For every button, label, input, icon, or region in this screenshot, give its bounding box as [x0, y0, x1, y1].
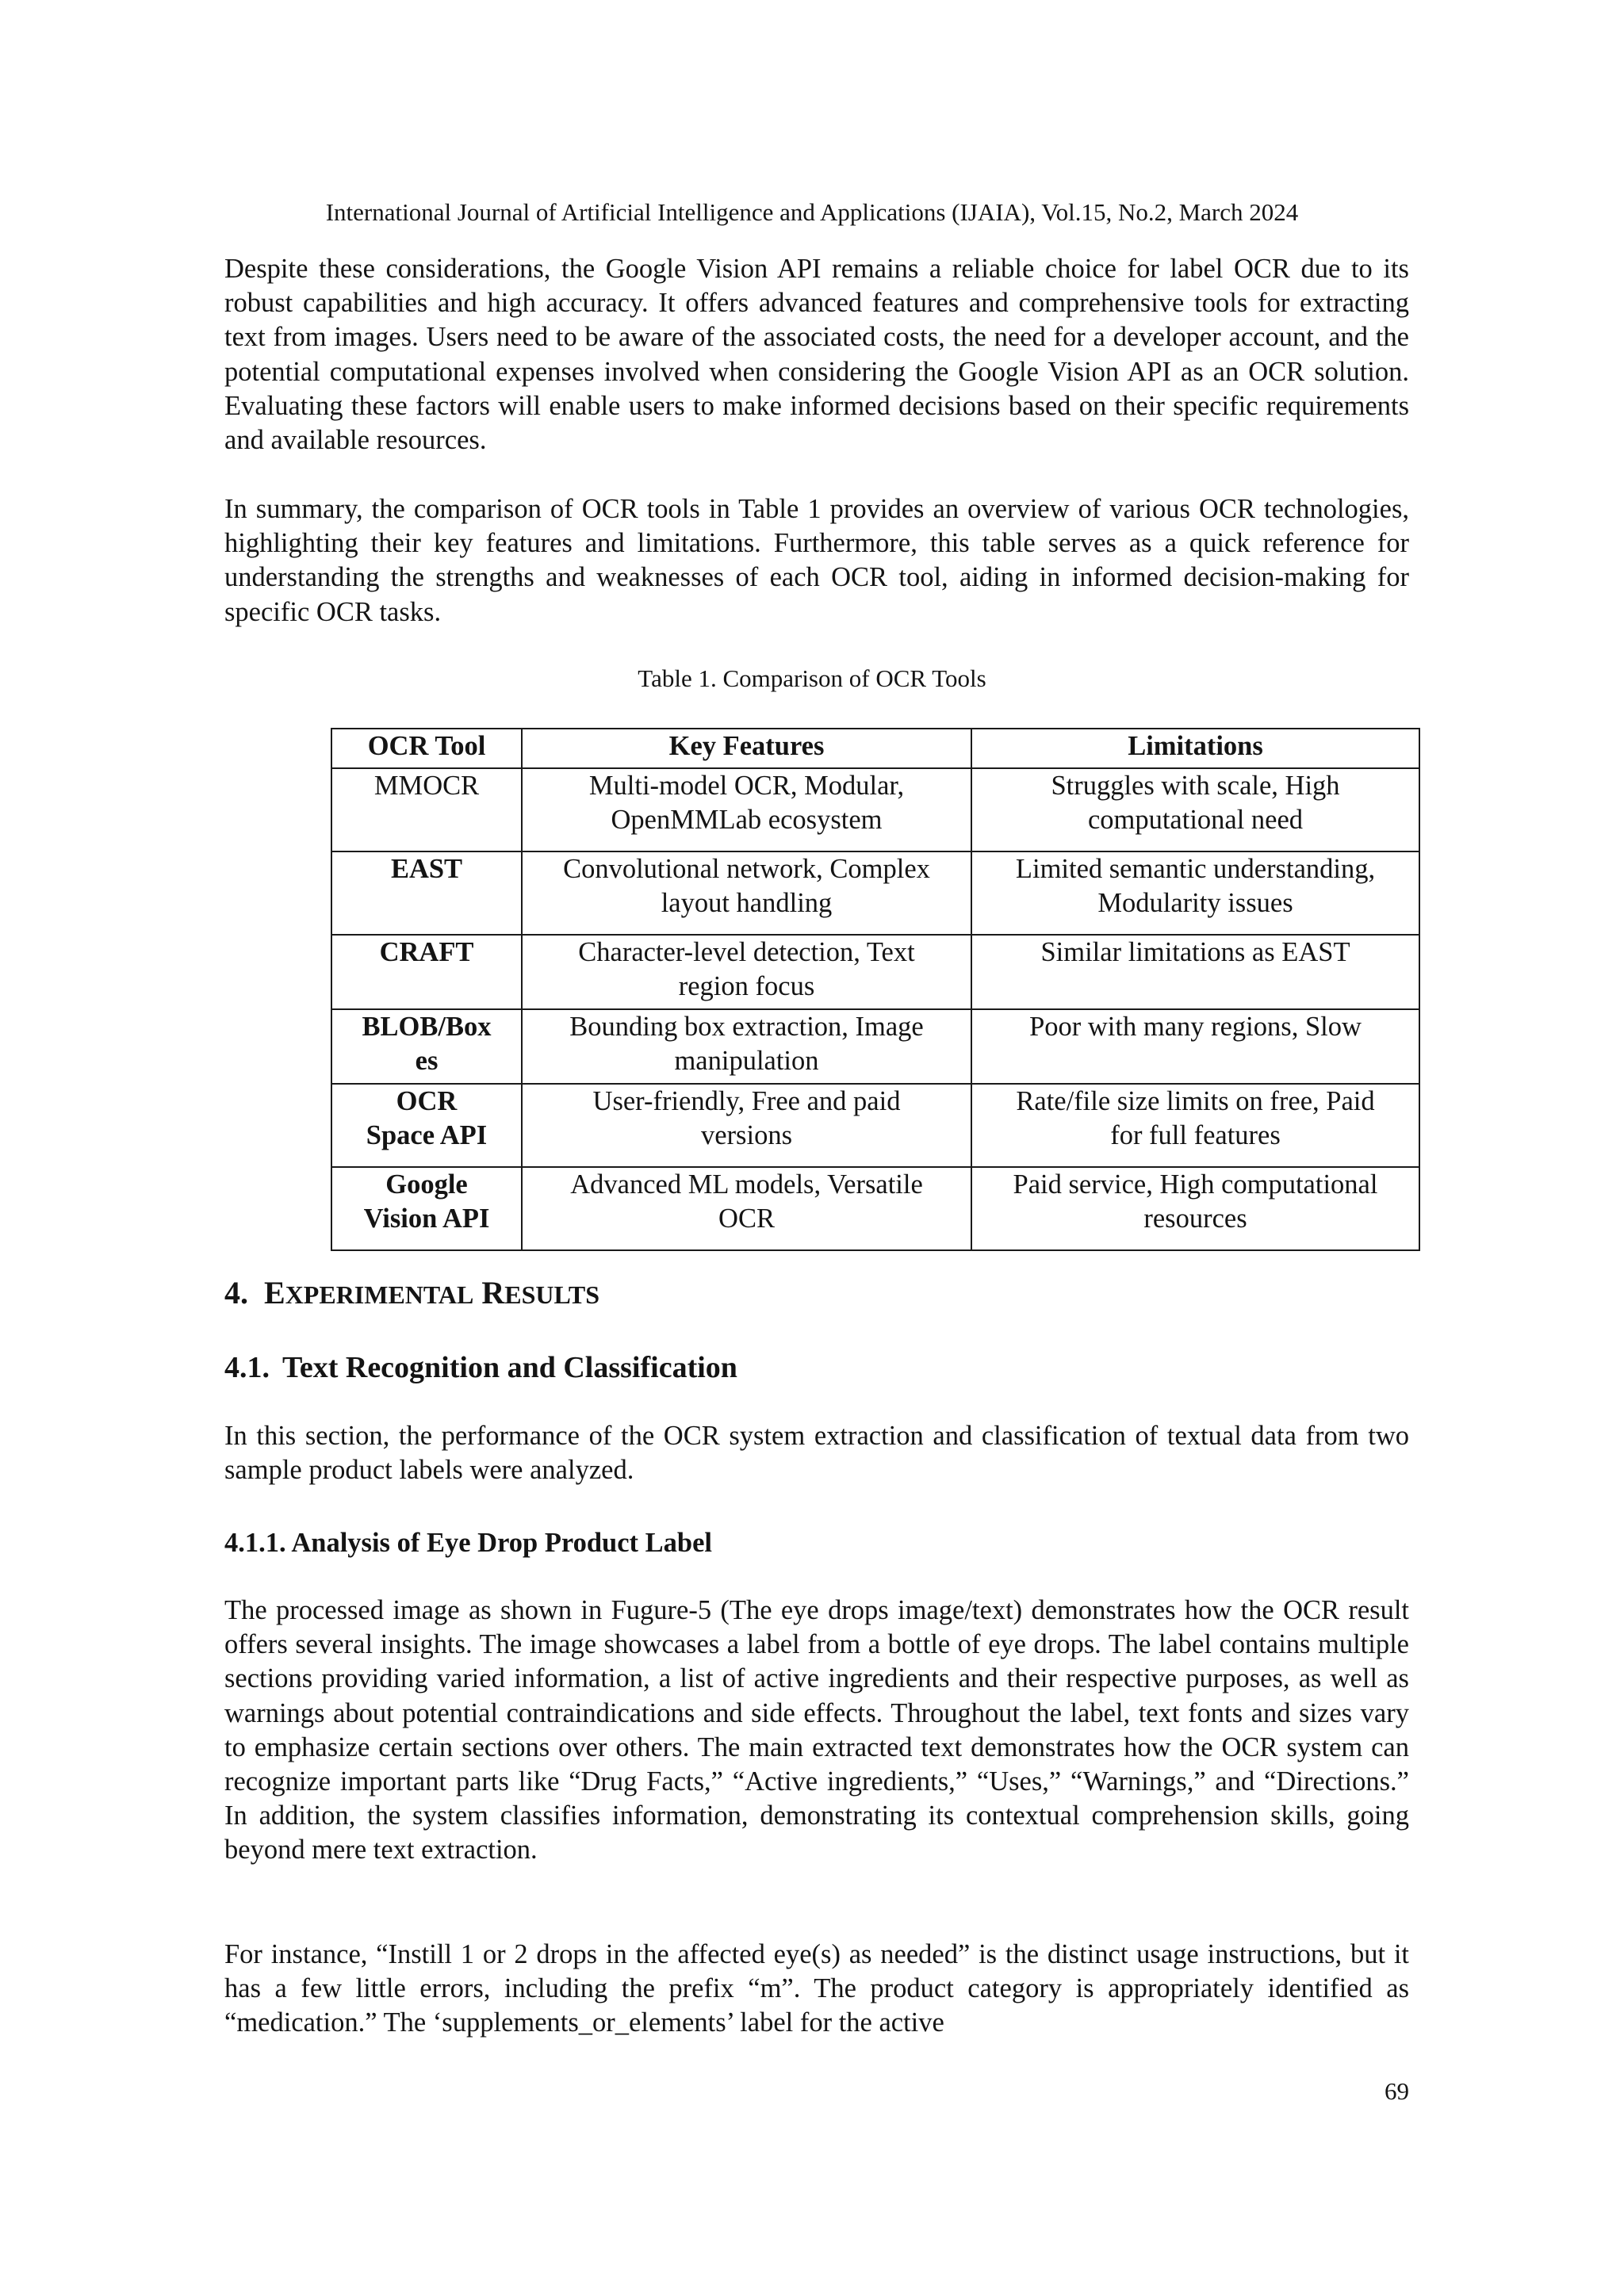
- tool-name: EAST: [390, 854, 463, 884]
- features-line: OpenMMLab ecosystem: [611, 805, 883, 835]
- section-heading-experimental-results: [224, 1273, 599, 1314]
- tool-name: Google: [385, 1169, 468, 1200]
- features-cell: [522, 768, 971, 851]
- features-cell: [522, 851, 971, 935]
- table-row: [331, 935, 1419, 1009]
- section-title-smallcaps: ESULTS: [504, 1280, 600, 1309]
- tool-name: MMOCR: [373, 771, 480, 801]
- features-cell: [522, 1167, 971, 1250]
- subsection-heading-text-recognition: [224, 1349, 737, 1387]
- ocr-comparison-table: [331, 728, 1420, 1251]
- header-key-features: Key Features: [522, 729, 971, 768]
- tool-name-cell: [331, 851, 522, 935]
- limitations-cell: [971, 1084, 1419, 1167]
- limitations-line: Rate/file size limits on free, Paid: [1016, 1086, 1375, 1116]
- tool-name: Space API: [366, 1120, 488, 1150]
- limitations-line: computational need: [1087, 805, 1304, 835]
- body-paragraph-google-vision: Despite these considerations, the Google Vision API remains a reliable choice for label OCR due to its robust capabilities and high accuracy. It offers advanced features and comprehensive tools for extracting text from images. Users need to be aware of the associated costs, the need for a developer account, and the potential computational expenses involved when considering the Google Vision API as an OCR solution. Evaluating these factors will enable users to make informed decisions based on their specific requirements and available resources.: [224, 254, 1409, 456]
- tool-name: OCR: [396, 1086, 458, 1116]
- limitations-line: Poor with many regions, Slow: [1029, 1012, 1362, 1042]
- limitations-line: Similar limitations as EAST: [1040, 937, 1350, 967]
- limitations-line: Struggles with scale, High: [1051, 771, 1340, 801]
- body-paragraph-instance: For instance, “Instill 1 or 2 drops in the affected eye(s) as needed” is the distinct usage instructions, but it has a few little errors, including the prefix “m”. The product category is appropriately identified as “medication.” The ‘supplements_or_elements’ label for the active: [224, 1939, 1409, 2038]
- features-line: layout handling: [661, 888, 833, 918]
- table-row: [331, 768, 1419, 851]
- header-ocr-tool: OCR Tool: [331, 729, 522, 768]
- features-line: Character-level detection, Text: [578, 937, 915, 967]
- page-number: 69: [1385, 2077, 1409, 2105]
- section-title-cap: E: [264, 1275, 285, 1311]
- features-line: Multi-model OCR, Modular,: [588, 771, 905, 801]
- tool-name-cell: [331, 1009, 522, 1084]
- running-header: International Journal of Artificial Intelligence and Applications (IJAIA), Vol.15, No.2, March 2024: [325, 198, 1299, 226]
- subsubsection-heading-eye-drop: 4.1.1. Analysis of Eye Drop Product Label: [224, 1528, 712, 1558]
- body-paragraph-eye-drop-analysis: The processed image as shown in Fugure-5 (The eye drops image/text) demonstrates how the OCR result offers several insights. The image showcases a label from a bottle of eye drops. The label contains multiple sections providing varied information, a list of active ingredients and their respective purposes, as well as warnings about potential contraindications and side effects. Throughout the label, text fonts and sizes vary to emphasize certain sections over others. The main extracted text demonstrates how the OCR system can recognize important parts like “Drug Facts,” “Active ingredients,” “Uses,” “Warnings,” and “Directions.” In addition, the system classifies information, demonstrating its contextual comprehension skills, going beyond mere text extraction.: [224, 1595, 1409, 1866]
- limitations-cell: [971, 935, 1419, 1009]
- tool-name-cell: [331, 1084, 522, 1167]
- tool-name: Vision API: [363, 1203, 490, 1234]
- tool-name-cell: [331, 935, 522, 1009]
- limitations-cell: [971, 1009, 1419, 1084]
- limitations-cell: [971, 768, 1419, 851]
- limitations-cell: [971, 851, 1419, 935]
- table-row: [331, 851, 1419, 935]
- limitations-line: Modularity issues: [1097, 888, 1293, 918]
- body-paragraph-summary: In summary, the comparison of OCR tools in Table 1 provides an overview of various OCR technologies, highlighting their key features and limitations. Furthermore, this table serves as a quick reference for understanding the strengths and weaknesses of each OCR tool, aiding in informed decision-making for specific OCR tasks.: [224, 494, 1409, 627]
- table-row: [331, 1084, 1419, 1167]
- tool-name: BLOB/Box: [362, 1012, 492, 1042]
- tool-name: es: [415, 1046, 439, 1076]
- tool-name-cell: [331, 1167, 522, 1250]
- features-cell: [522, 1009, 971, 1084]
- features-line: Convolutional network, Complex: [563, 854, 930, 884]
- section-title-cap: R: [481, 1275, 505, 1311]
- features-line: OCR: [718, 1203, 775, 1234]
- features-line: User-friendly, Free and paid: [592, 1086, 901, 1116]
- table-header-row: [331, 729, 1419, 768]
- features-cell: [522, 935, 971, 1009]
- table-row: [331, 1009, 1419, 1084]
- features-cell: [522, 1084, 971, 1167]
- section-number: 4.: [224, 1275, 248, 1311]
- table-caption: Table 1. Comparison of OCR Tools: [638, 664, 986, 692]
- subsection-number: 4.1.: [224, 1351, 270, 1384]
- subsection-title: Text Recognition and Classification: [282, 1351, 737, 1384]
- features-line: versions: [701, 1120, 792, 1150]
- features-line: Advanced ML models, Versatile: [570, 1169, 923, 1200]
- features-line: manipulation: [674, 1046, 819, 1076]
- section-title-smallcaps: XPERIMENTAL: [285, 1280, 474, 1309]
- limitations-line: resources: [1143, 1203, 1247, 1234]
- features-line: Bounding box extraction, Image: [569, 1012, 924, 1042]
- tool-name-cell: [331, 768, 522, 851]
- header-limitations: Limitations: [971, 729, 1419, 768]
- limitations-line: Limited semantic understanding,: [1015, 854, 1376, 884]
- features-line: region focus: [678, 971, 815, 1001]
- limitations-cell: [971, 1167, 1419, 1250]
- body-paragraph-section-intro: In this section, the performance of the OCR system extraction and classification of textual data from two sample product labels were analyzed.: [224, 1421, 1409, 1486]
- limitations-line: for full features: [1110, 1120, 1281, 1150]
- table-row: [331, 1167, 1419, 1250]
- limitations-line: Paid service, High computational: [1013, 1169, 1378, 1200]
- tool-name: CRAFT: [379, 937, 474, 967]
